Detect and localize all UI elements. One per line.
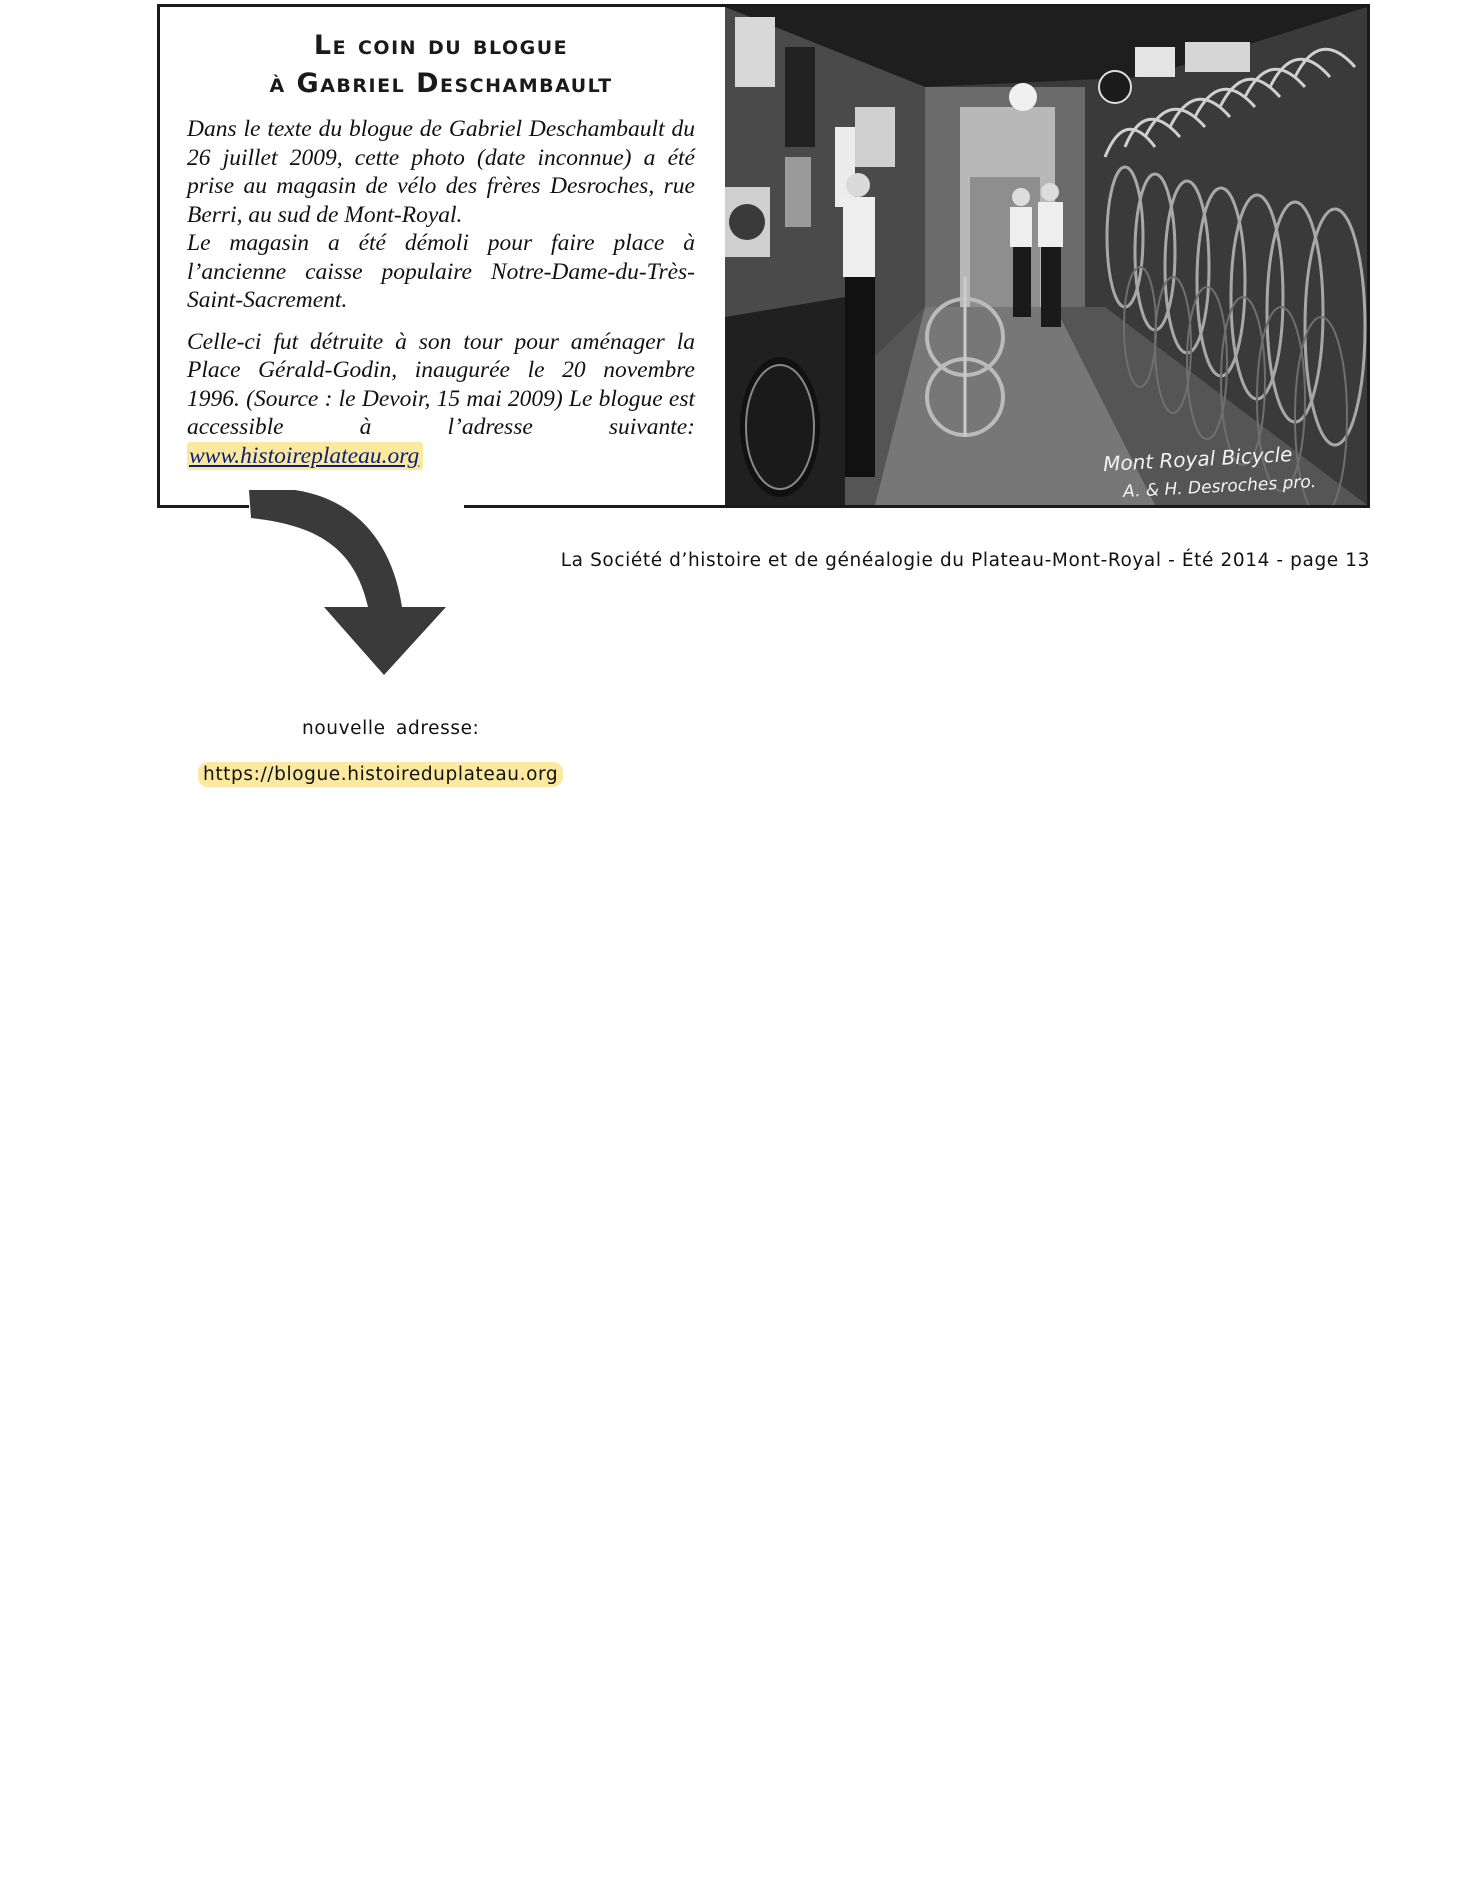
panel-title-line2: à Gabriel Deschambault (269, 68, 613, 99)
panel-text-column (187, 7, 695, 505)
new-address-label: nouvelle adresse: (302, 718, 480, 739)
photo-caption-line1: Mont Royal Bicycle (1102, 442, 1293, 476)
paragraph-3 (187, 328, 695, 471)
panel-title (187, 27, 695, 103)
bicycle-shop-photo (725, 7, 1367, 505)
paragraph-3-text: Celle-ci fut détruite à son tour pour aménager la Place Gérald-Godin, inaugurée le 20 novembre 1996. (Source : le Devoir, 15 mai 2009) Le blogue est accessible à l’adresse suivante: (187, 328, 695, 440)
blog-corner-panel (157, 4, 1370, 508)
new-address-url[interactable]: https://blogue.histoireduplateau.org (198, 762, 563, 787)
curved-arrow-down-icon (249, 490, 469, 685)
photo-caption-line2: A. & H. Desroches pro. (1122, 471, 1317, 503)
blog-link[interactable]: www.histoireplateau.org (187, 442, 423, 471)
panel-body (187, 115, 695, 470)
page-footer: La Société d’histoire et de généalogie du Plateau-Mont-Royal - Été 2014 - page 13 (560, 550, 1370, 571)
paragraph-1: Dans le texte du blogue de Gabriel Deschambault du 26 juillet 2009, cette photo (date inconnue) a été prise au magasin de vélo des frères Desroches, rue Berri, au sud de Mont-Royal. (187, 116, 695, 228)
panel-title-line1: Le coin du blogue (313, 30, 569, 61)
photo-illustration (725, 7, 1367, 505)
paragraph-2: Le magasin a été démoli pour faire place à l’ancienne caisse populaire Notre-Dame-du-Très-Saint-Sacrement. (187, 230, 695, 313)
